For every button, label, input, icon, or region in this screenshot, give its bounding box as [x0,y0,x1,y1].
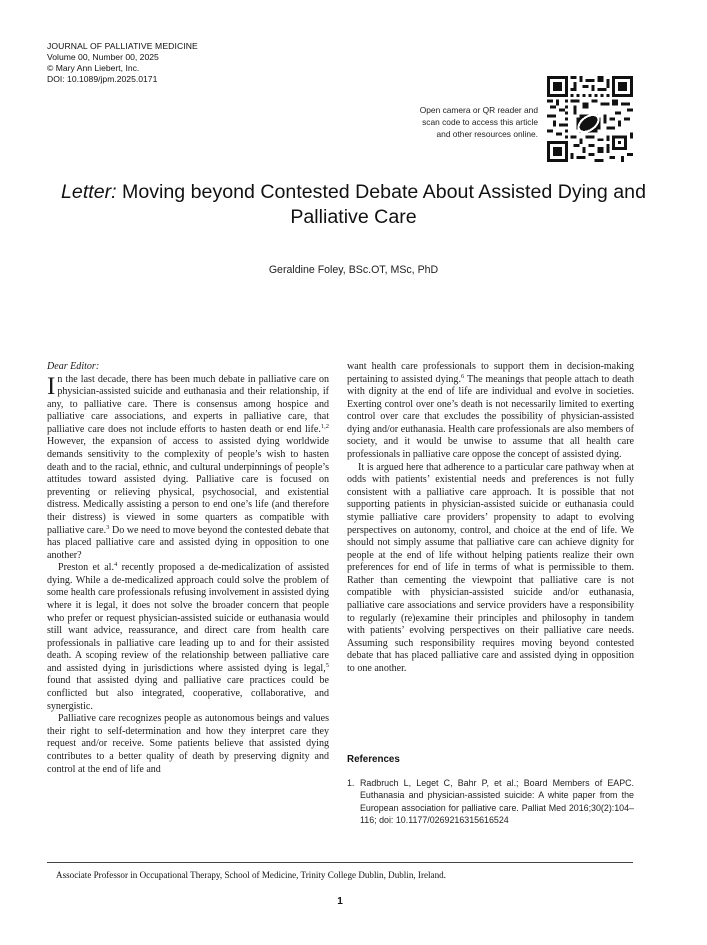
journal-name: JOURNAL OF PALLIATIVE MEDICINE [47,41,198,51]
drop-cap: I [47,372,56,400]
paragraph-3-text-b: The meanings that people attach to death with dignity at the end of life are individual and evolve in societies. Exerting control over one’s death is not necessarily limited to exerting control over care that excludes the possibility of physician-assisted dying and/or euthanasia. Health care professionals are also members of society, and it would be unwise to assume that all health care professionals in palliative care oppose the concept of assisted dying. [347,373,634,461]
article-title-main: Moving beyond Contested Debate About Assisted Dying and Palliative Care [116,181,646,228]
qr-instruction-line-1: Open camera or QR reader and [419,105,538,115]
article-author: Geraldine Foley, BSc.OT, MSc, PhD [268,264,439,276]
qr-instruction-line-3: and other resources online. [436,129,538,139]
paragraph-3-text-a: want health care professionals to support them in decision-making pertaining to assisted dying. [347,361,634,385]
paragraph-2-text-a: Preston et al. [58,562,114,574]
paragraph-1-text-a: n the last decade, there has been much debate in palliative care on physician-assisted suicide and euthanasia and their relationship, if any, to palliative care. There is consensus among hospice and palliative care associations, and experts in palliative care, that palliative care does not include efforts to hasten death or end life. [47,373,329,435]
qr-instruction-line-2: scan code to access this article [422,117,538,127]
paragraph-1-text-c: Do we need to move beyond the contested debate that has placed palliative care and assisted dying in opposition to one another? [47,524,329,561]
references-heading: References [347,754,400,765]
paragraph-4: It is argued here that adherence to a particular care pathway when at odds with patients’ existential needs and preferences is not fully consistent with a palliative care approach. It is possible that not supporting patients in physician-assisted suicide or euthanasia could stymie palliative care providers’ propensity to adapt to evolving perspectives on autonomy, control, and choice at the end of life. We should not simply assume that palliative care can achieve dignity for people at the end of life without helping patients realize their own preferences for end of life in terms of what is permissible to them. Rather than cementing the viewpoint that palliative care is not compatible with physician-assisted suicide and/or euthanasia, palliative care associations and service providers have a responsibility to regularly (re)examine their principles and philosophy in tandem with patients’ evolving perspectives on their palliative care needs. Assuming such responsibility requires moving beyond contested debate that has placed palliative care and assisted dying in opposition to one another. [347,461,634,674]
page-number: 1 [337,896,343,907]
qr-code-icon[interactable] [547,76,633,162]
journal-doi: DOI: 10.1089/jpm.2025.0171 [47,74,158,84]
reference-item [347,777,634,827]
paragraph-2-text-b: recently proposed a de-medicalization of assisted dying. While a de-medicalized approach could solve the problem of some health care professionals refusing involvement in assisted dying where it is legal, it does not solve the broader concern that people who prefer or request physician-assisted suicide or euthanasia would still want advice, reassurance, and direct care from health care professionals in palliative care leading up to and for their assisted death. A scoping review of the relationship between palliative care and assisted dying in jurisdictions where assisted dying is legal, [47,562,329,674]
reference-text[interactable]: Radbruch L, Leget C, Bahr P, et al.; Board Members of EAPC. Euthanasia and physician-assisted suicide: A white paper from the European association for palliative care. Palliat Med 2016;30(2):104–116; doi: 10.1177/0269216315616524 [360,778,634,826]
paragraph-1-text-b: However, the expansion of access to assisted dying worldwide demands sensitivity to the complexity of people’s wish to hasten death and to the racial, ethnic, and cultural underpinnings of people’s attitudes toward assisted dying. Palliative care is focused on preventing or relieving physical, psychosocial, and existential distress. Medically assisting a person to end one’s life (and therefore their distress) is viewed in some quarters as compatible with palliative care. [47,436,329,536]
citation-1-2[interactable]: 1,2 [320,422,329,430]
journal-copyright: © Mary Ann Liebert, Inc. [47,63,140,73]
salutation: Dear Editor: [47,361,100,372]
qr-instructions [380,104,538,140]
paragraph-1 [47,374,329,563]
body-column-right [347,361,634,675]
journal-header [47,41,198,85]
paragraph-3-part-2 [347,361,634,462]
reference-number: 1. [347,778,355,788]
article-title [40,180,667,230]
citation-5[interactable]: 5 [325,661,329,669]
citation-4[interactable]: 4 [114,561,118,569]
paragraph-3-part-1: Palliative care recognizes people as autonomous beings and values their right to self-determination and how they interpret care they request and/or receive. Some patients believe that assisted dying contributes to a better quality of death by preserving dignity and control at the end of life and [47,713,329,775]
paragraph-2 [47,562,329,713]
body-column-left [47,361,329,776]
paragraph-2-text-c: found that assisted dying and palliative care practices could be conflicted but also integrated, cooperative, collaborative, and synergistic. [47,675,329,712]
footnote-divider [47,862,633,863]
citation-3[interactable]: 3 [106,523,110,531]
journal-volume: Volume 00, Number 00, 2025 [47,52,159,62]
author-affiliation: Associate Professor in Occupational Therapy, School of Medicine, Trinity College Dublin, Dublin, Ireland. [56,870,446,880]
citation-6[interactable]: 6 [460,372,465,380]
article-title-prefix: Letter: [61,181,117,203]
